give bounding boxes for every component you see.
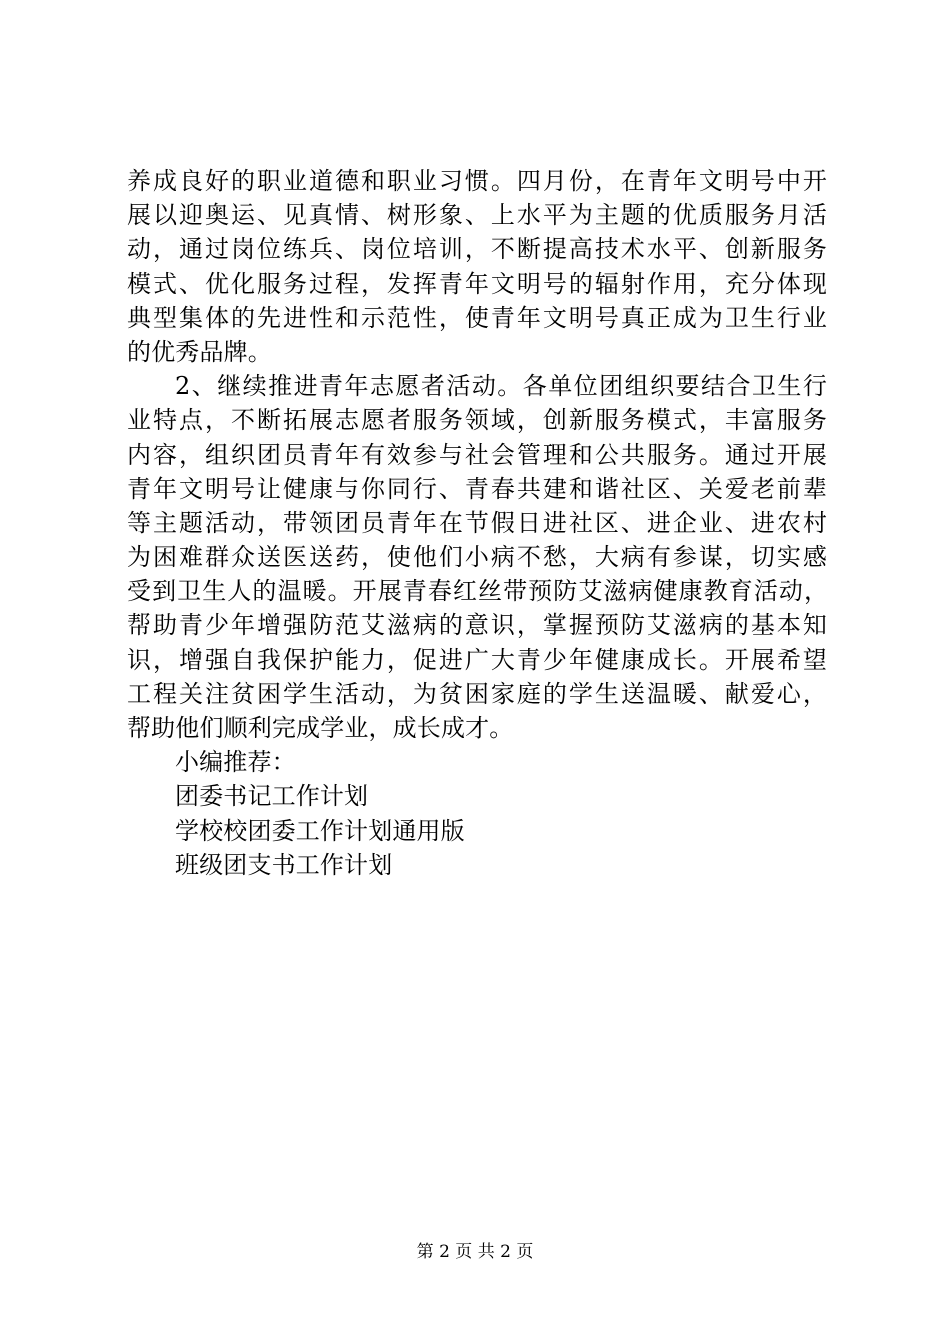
recommend-item: 学校校团委工作计划通用版 [175,816,465,845]
recommend-heading: 小编推荐： [175,748,296,777]
paragraph-line: 动，通过岗位练兵、岗位培训，不断提高技术水平、创新服务 [127,235,827,264]
paragraph-line: 帮助他们顺利完成学业，成长成才。 [127,714,514,742]
body-text [127,164,827,882]
paragraph-line: 工程关注贫困学生活动，为贫困家庭的学生送温暖、献爱心， [127,679,827,708]
paragraph-line: 帮助青少年增强防范艾滋病的意识，掌握预防艾滋病的基本知 [127,611,827,640]
paragraph-line: 的优秀品牌。 [127,337,272,366]
paragraph-line: 养成良好的职业道德和职业习惯。四月份，在青年文明号中开 [127,167,827,195]
recommend-item: 团委书记工作计划 [175,782,369,811]
page-number-footer: 第 2 页 共 2 页 [416,1242,534,1262]
paragraph-line: 展以迎奥运、见真情、树形象、上水平为主题的优质服务月活 [127,201,827,230]
paragraph-line: 模式、优化服务过程，发挥青年文明号的辐射作用，充分体现 [127,269,827,298]
recommend-item: 班级团支书工作计划 [175,850,393,879]
paragraph-line: 业特点，不断拓展志愿者服务领域，创新服务模式，丰富服务 [127,406,827,435]
paragraph-line: 典型集体的先进性和示范性，使青年文明号真正成为卫生行业 [127,303,827,332]
paragraph-line: 识，增强自我保护能力，促进广大青少年健康成长。开展希望 [127,645,827,674]
paragraph-line: 为困难群众送医送药，使他们小病不愁，大病有参谋，切实感 [127,543,827,572]
paragraph-line: 受到卫生人的温暖。开展青春红丝带预防艾滋病健康教育活动， [127,577,827,606]
paragraph-line: 等主题活动，带领团员青年在节假日进社区、进企业、进农村 [127,508,827,537]
paragraph-line: 2、继续推进青年志愿者活动。各单位团组织要结合卫生行 [175,372,827,401]
paragraph-line: 青年文明号让健康与你同行、青春共建和谐社区、关爱老前辈 [127,474,827,503]
paragraph-line: 内容，组织团员青年有效参与社会管理和公共服务。通过开展 [127,440,827,469]
